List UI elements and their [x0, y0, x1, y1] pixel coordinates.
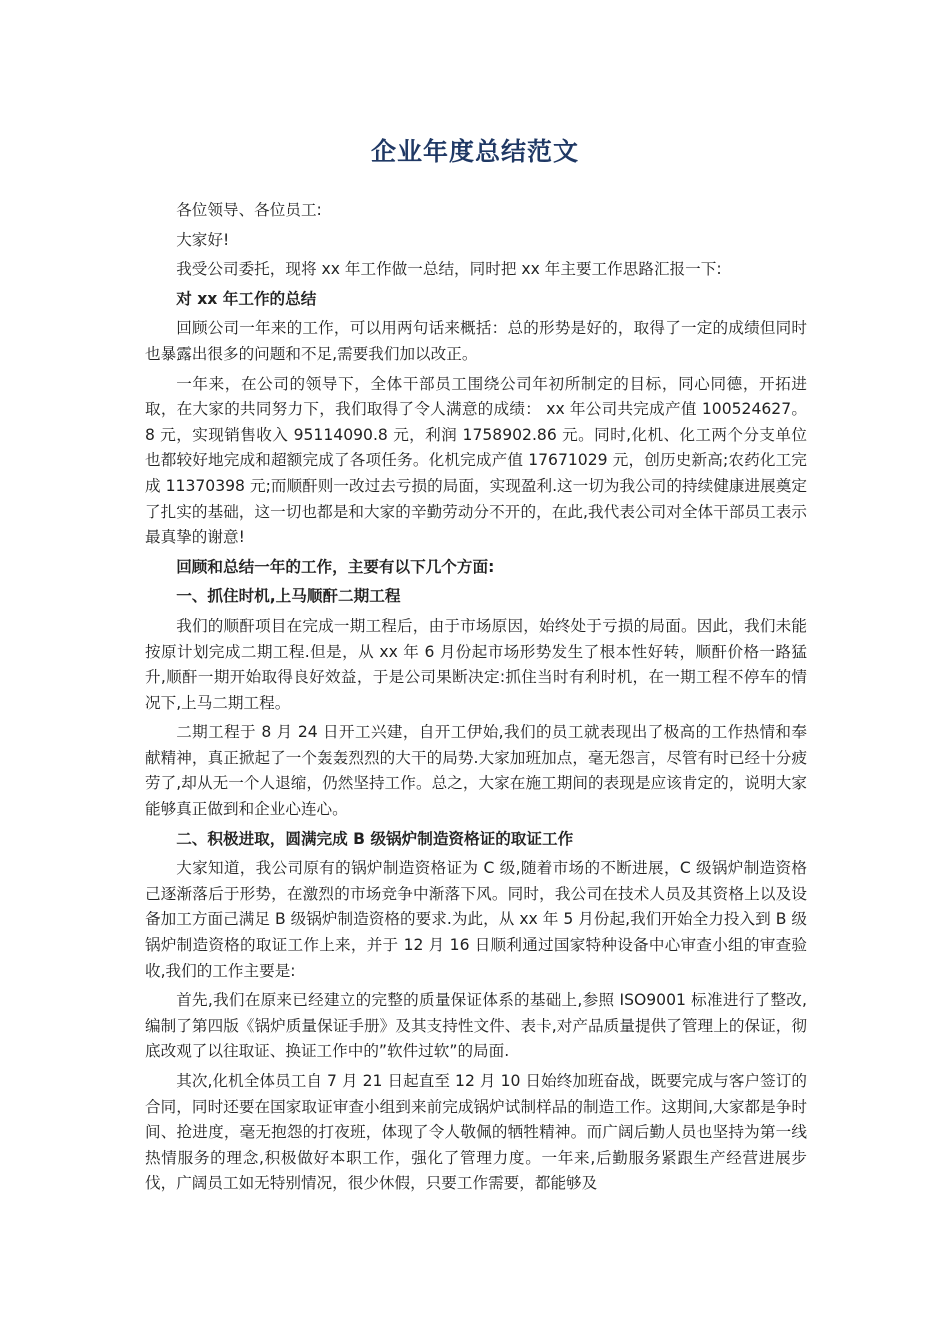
body-paragraph: 其次,化机全体员工自 7 月 21 日起直至 12 月 10 日始终加班奋战，既要完成与客户签订的合同，同时还要在国家取证审查小组到来前完成锅炉试制样品的制造工作。这期间,大家都是争时间、抢进度，毫无抱怨的打夜班，体现了令人敬佩的牺牲精神。而广阔后勤人员也坚持为第一线热情服务的理念,积极做好本职工作，强化了管理力度。一年来,后勤服务紧跟生产经营进展步伐，广阔员工如无特别情况，很少休假，只要工作需要，都能够及 [145, 1072, 807, 1193]
body-paragraph: 二期工程于 8 月 24 日开工兴建，自开工伊始,我们的员工就表现出了极高的工作热情和奉献精神，真正掀起了一个轰轰烈烈的大干的局势.大家加班加点，毫无怨言，尽管有时已经十分疲劳了,却从无一个人退缩，仍然坚持工作。总之，大家在施工期间的表现是应该肯定的，说明大家能够真正做到和企业心连心。 [145, 723, 807, 819]
body-paragraph: 大家好! [176, 230, 230, 249]
body-paragraph: 各位领导、各位员工: [176, 201, 322, 219]
body-paragraph: 首先,我们在原来已经建立的完整的质量保证体系的基础上,参照 ISO9001 标准进行了整改,编制了第四版《锅炉质量保证手册》及其支持性文件、表卡,对产品质量提供了管理上的保证，彻底改观了以往取证、换证工作中的”软件过软”的局面. [145, 991, 807, 1061]
section-heading: 一、抓住时机,上马顺酐二期工程 [176, 587, 401, 606]
body-paragraph: 我受公司委托，现将 xx 年工作做一总结，同时把 xx 年主要工作思路汇报一下: [176, 260, 722, 279]
section-heading: 回顾和总结一年的工作，主要有以下几个方面: [176, 557, 495, 576]
section-heading: 二、积极进取，圆满完成 B 级锅炉制造资格证的取证工作 [176, 829, 574, 848]
section-heading: 对 xx 年工作的总结 [176, 289, 317, 308]
body-paragraph: 大家知道，我公司原有的锅炉制造资格证为 C 级,随着市场的不断进展，C 级锅炉制造资格己逐渐落后于形势，在激烈的市场竞争中渐落下风。同时，我公司在技术人员及其资格上以及设备加工方面己满足 B 级锅炉制造资格的要求.为此，从 xx 年 5 月份起,我们开始全力投入到 B 级锅炉制造资格的取证工作上来，并于 12 月 16 日顺利通过国家特种设备中心审查小组的审查验收,我们的工作主要是: [145, 859, 807, 980]
document-title: 企业年度总结范文 [370, 137, 579, 166]
body-paragraph: 我们的顺酐项目在完成一期工程后，由于市场原因，始终处于亏损的局面。因此，我们未能按原计划完成二期工程.但是，从 xx 年 6 月份起市场形势发生了根本性好转，顺酐价格一路猛升,顺酐一期开始取得良好效益，于是公司果断决定:抓住当时有利时机，在一期工程不停车的情况下,上马二期工程。 [145, 616, 807, 712]
document-body [145, 198, 807, 1201]
body-paragraph: 一年来，在公司的领导下，全体干部员工围绕公司年初所制定的目标，同心同德，开拓进取，在大家的共同努力下，我们取得了令人满意的成绩： xx 年公司共完成产值 100524627。8 元，实现销售收入 95114090.8 元，利润 1758902.86 元。同时,化机、化工两个分支单位也都较好地完成和超额完成了各项任务。化机完成产值 17671029 元，创历史新高;农药化工完成 11370398 元;而顺酐则一改过去亏损的局面，实现盈利.这一切为我公司的持续健康进展奠定了扎实的基础，这一切也都是和大家的辛勤劳动分不开的，在此,我代表公司对全体干部员工表示最真挚的谢意! [145, 374, 807, 547]
body-paragraph: 回顾公司一年来的工作，可以用两句话来概括：总的形势是好的，取得了一定的成绩但同时也暴露出很多的问题和不足,需要我们加以改正。 [145, 319, 807, 363]
